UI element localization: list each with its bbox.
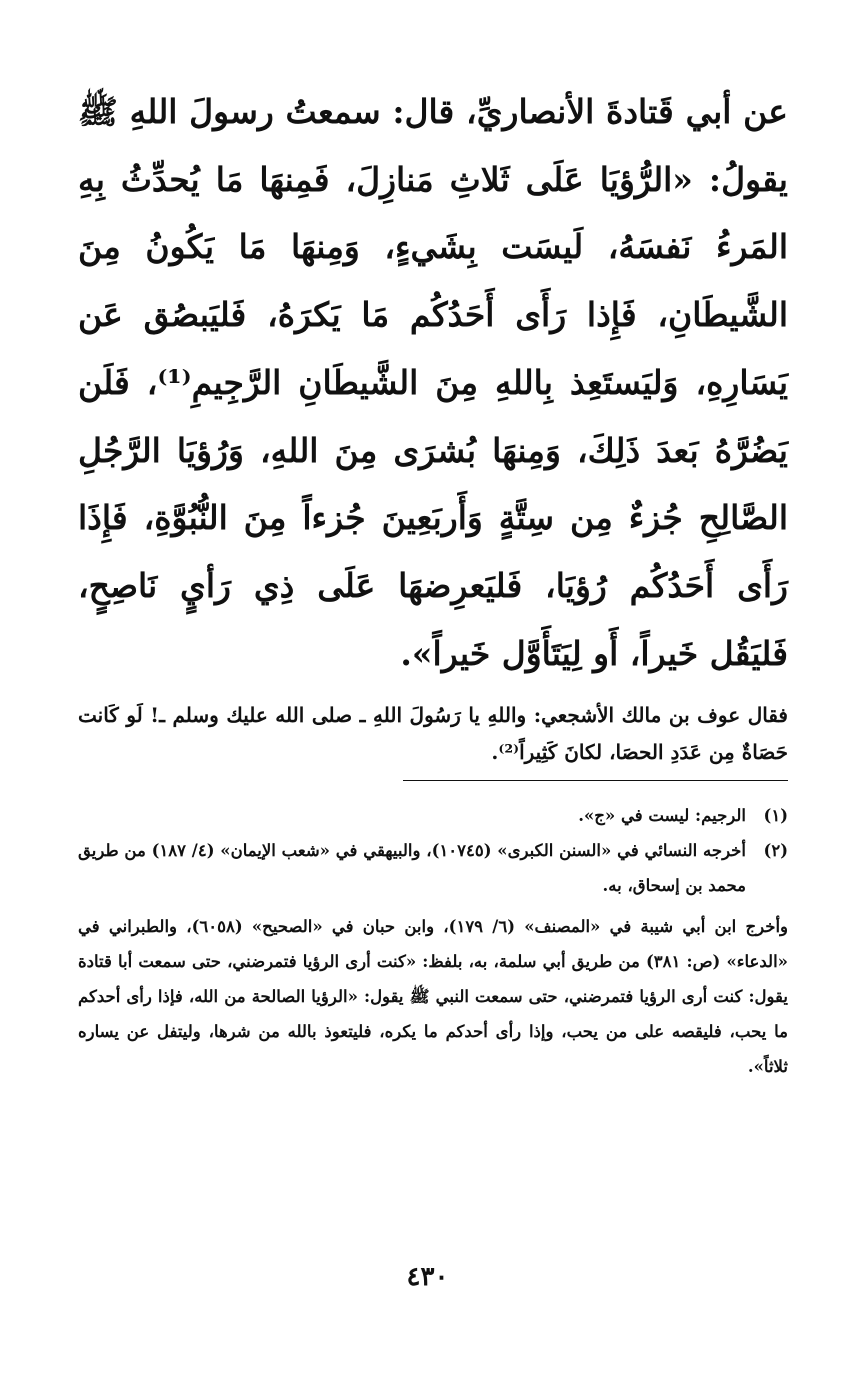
footnote-2-continuation: وأخرج ابن أبي شيبة في «المصنف» (٦/ ١٧٩)، وابن حبان في «الصحيح» (٦٠٥٨)، والطبراني في «الدعاء» (ص: ٣٨١) من طريق أبي سلمة، به، بلفظ: «كنت أرى الرؤيا فتمرضني، حتى سمعت أبا قتادة يقول: كنت أرى الرؤيا فتمرضني، حتى سمعت النبي ﷺ يقول: «الرؤيا الصالحة من الله، فإذا رأى أحدكم ما يحب، فليقصه على من يحب، وإذا رأى أحدكم ما يكره، فليتعوذ بالله من شرها، وليتفل عن يساره ثلاثاً». <box>78 917 788 1076</box>
commentary-paragraph: فقال عوف بن مالك الأشجعي: واللهِ يا رَسُولَ اللهِ ـ صلى الله عليك وسلم ـ! لَو كَانت حَصَاةٌ مِن عَدَدِ الحصَا، لكانَ كَثِيراً⁽²⁾. <box>78 703 788 765</box>
footnote-number: (٢) <box>763 841 788 860</box>
footnote-text: أخرجه النسائي في «السنن الكبرى» (١٠٧٤٥)، والبيهقي في «شعب الإيمان» (٤/ ١٨٧) من طريق محمد بن إسحاق، به. <box>78 841 746 895</box>
footnote-text: الرجيم: ليست في «ج». <box>578 806 746 825</box>
footnote-number: (١) <box>763 806 788 825</box>
footnote-divider <box>403 780 788 781</box>
main-hadith-paragraph: عن أبي قَتادةَ الأنصاريِّ، قال: سمعتُ رسولَ اللهِ ﷺ يقولُ: «الرُّؤيَا عَلَى ثَلاثِ مَنازِلَ، فَمِنهَا مَا يُحدِّثُ بِهِ المَرءُ نَفسَهُ، لَيسَت بِشَيءٍ، وَمِنهَا مَا يَكُونُ مِنَ الشَّيطَانِ، فَإِذا رَأَى أَحَدُكُم مَا يَكرَهُ، فَليَبصُق عَن يَسَارِهِ، وَليَستَعِذ بِاللهِ مِنَ الشَّيطَانِ الرَّجِيمِ⁽¹⁾، فَلَن يَضُرَّهُ بَعدَ ذَلِكَ، وَمِنهَا بُشرَى مِنَ اللهِ، وَرُؤيَا الرَّجُلِ الصَّالِحِ جُزءٌ مِن سِتَّةٍ وَأَربَعِينَ جُزءاً مِنَ النُّبُوَّةِ، فَإِذَا رَأَى أَحَدُكُم رُؤيَا، فَليَعرِضهَا عَلَى ذِي رَأيٍ نَاصِحٍ، فَليَقُل خَيراً، أَو لِيَتَأَوَّل خَيراً». <box>78 92 788 673</box>
footnotes-section <box>78 798 788 1084</box>
footnote-1 <box>78 798 788 833</box>
page-body <box>78 78 788 1076</box>
footnote-2 <box>78 833 788 903</box>
page-number: ٤٣٠ <box>406 1262 449 1292</box>
